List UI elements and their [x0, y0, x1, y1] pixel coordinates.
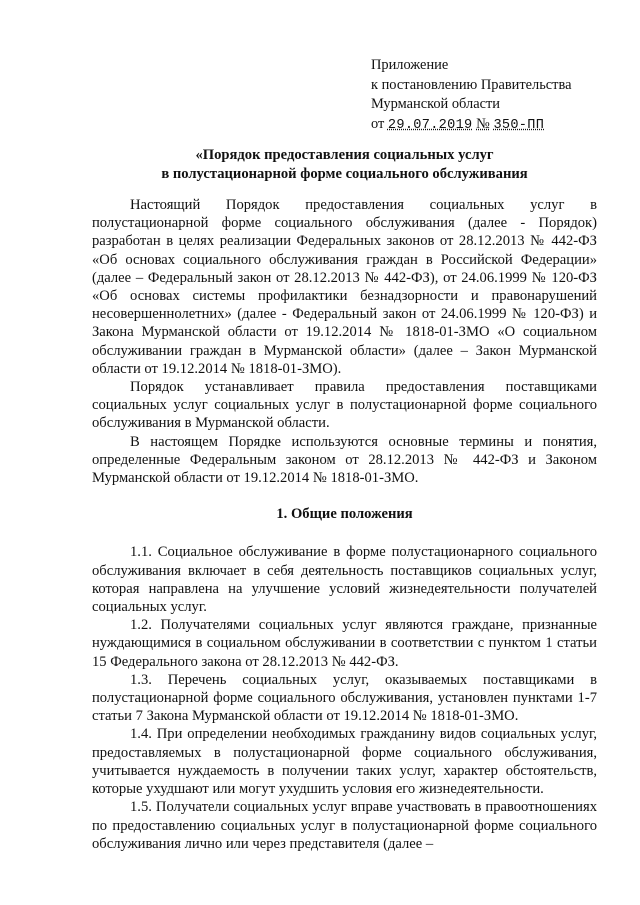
- appendix-decree-ref: к постановлению Правительства: [371, 76, 572, 93]
- appendix-region: Мурманской области: [371, 96, 500, 112]
- decree-number: 350-ПП: [493, 117, 545, 133]
- decree-date: 29.07.2019: [387, 117, 473, 133]
- clause-paragraph: 1.4. При определении необходимых гражданину видов социальных услуг, предоставляемых в полустационарной форме социального обслуживания, учитывается нуждаемость в получении таких услуг, характер обстоятельств, которые ухудшают или могут ухудшить условия его жизнедеятельности.: [92, 726, 597, 798]
- clause-paragraph: 1.1. Социальное обслуживание в форме полустационарного социального обслуживания включает в себя деятельность поставщиков социальных услуг, которая направлена на улучшение условий жизнедеятельности получателей социальных услуг.: [92, 544, 597, 616]
- appendix-header: [371, 56, 571, 135]
- intro-paragraph: В настоящем Порядке используются основные термины и понятия, определенные Федеральным законом от 28.12.2013 № 442-ФЗ и Законом Мурманской области от 19.12.2014 № 1818-01-ЗМО.: [92, 433, 597, 487]
- appendix-date-line: [371, 115, 571, 136]
- appendix-label: Приложение: [371, 57, 449, 73]
- clause-paragraph: 1.5. Получатели социальных услуг вправе участвовать в правоотношениях по предоставлению социальных услуг в полустационарной форме социального обслуживания лично или через представителя (далее –: [92, 799, 597, 852]
- clause-paragraph: 1.2. Получателями социальных услуг являются граждане, признанные нуждающимися в социальном обслуживании в соответствии с пунктом 1 статьи 15 Федерального закона от 28.12.2013 № 442-ФЗ.: [92, 617, 597, 670]
- number-prefix: №: [476, 115, 490, 132]
- clause-paragraph: 1.3. Перечень социальных услуг, оказываемых поставщиками в полустационарной форме социального обслуживания, установлен пунктами 1-7 статьи 7 Закона Мурманской области от 19.12.2014 № 1818-01-ЗМО.: [92, 671, 597, 725]
- document-body: [92, 196, 597, 853]
- title-line-2: в полустационарной форме социального обслуживания: [161, 166, 528, 182]
- document-title: [92, 146, 597, 184]
- intro-paragraph: Настоящий Порядок предоставления социальных услуг в полустационарной форме социального обслуживания (далее - Порядок) разработан в целях реализации Федеральных законов от 28.12.2013 № 442-ФЗ «Об основах социального обслуживания граждан в Российской Федерации» (далее – Федеральный закон от 28.12.2013 № 442-ФЗ), от 24.06.1999 № 120-ФЗ «Об основах системы профилактики безнадзорности и правонарушений несовершеннолетних» (далее - Федеральный закон от 24.06.1999 № 120-ФЗ) и Закона Мурманской области от 19.12.2014 № 1818-01-ЗМО «О социальном обслуживании граждан в Мурманской области» (далее – Закон Мурманской области от 19.12.2014 № 1818-01-ЗМО).: [92, 197, 597, 377]
- section-title: 1. Общие положения: [276, 506, 413, 523]
- intro-paragraph: Порядок устанавливает правила предоставления поставщиками социальных услуг социальных услуг в полустационарной форме социального обслуживания в Мурманской области.: [92, 379, 597, 432]
- date-prefix: от: [371, 115, 385, 132]
- title-line-1: «Порядок предоставления социальных услуг: [195, 147, 494, 163]
